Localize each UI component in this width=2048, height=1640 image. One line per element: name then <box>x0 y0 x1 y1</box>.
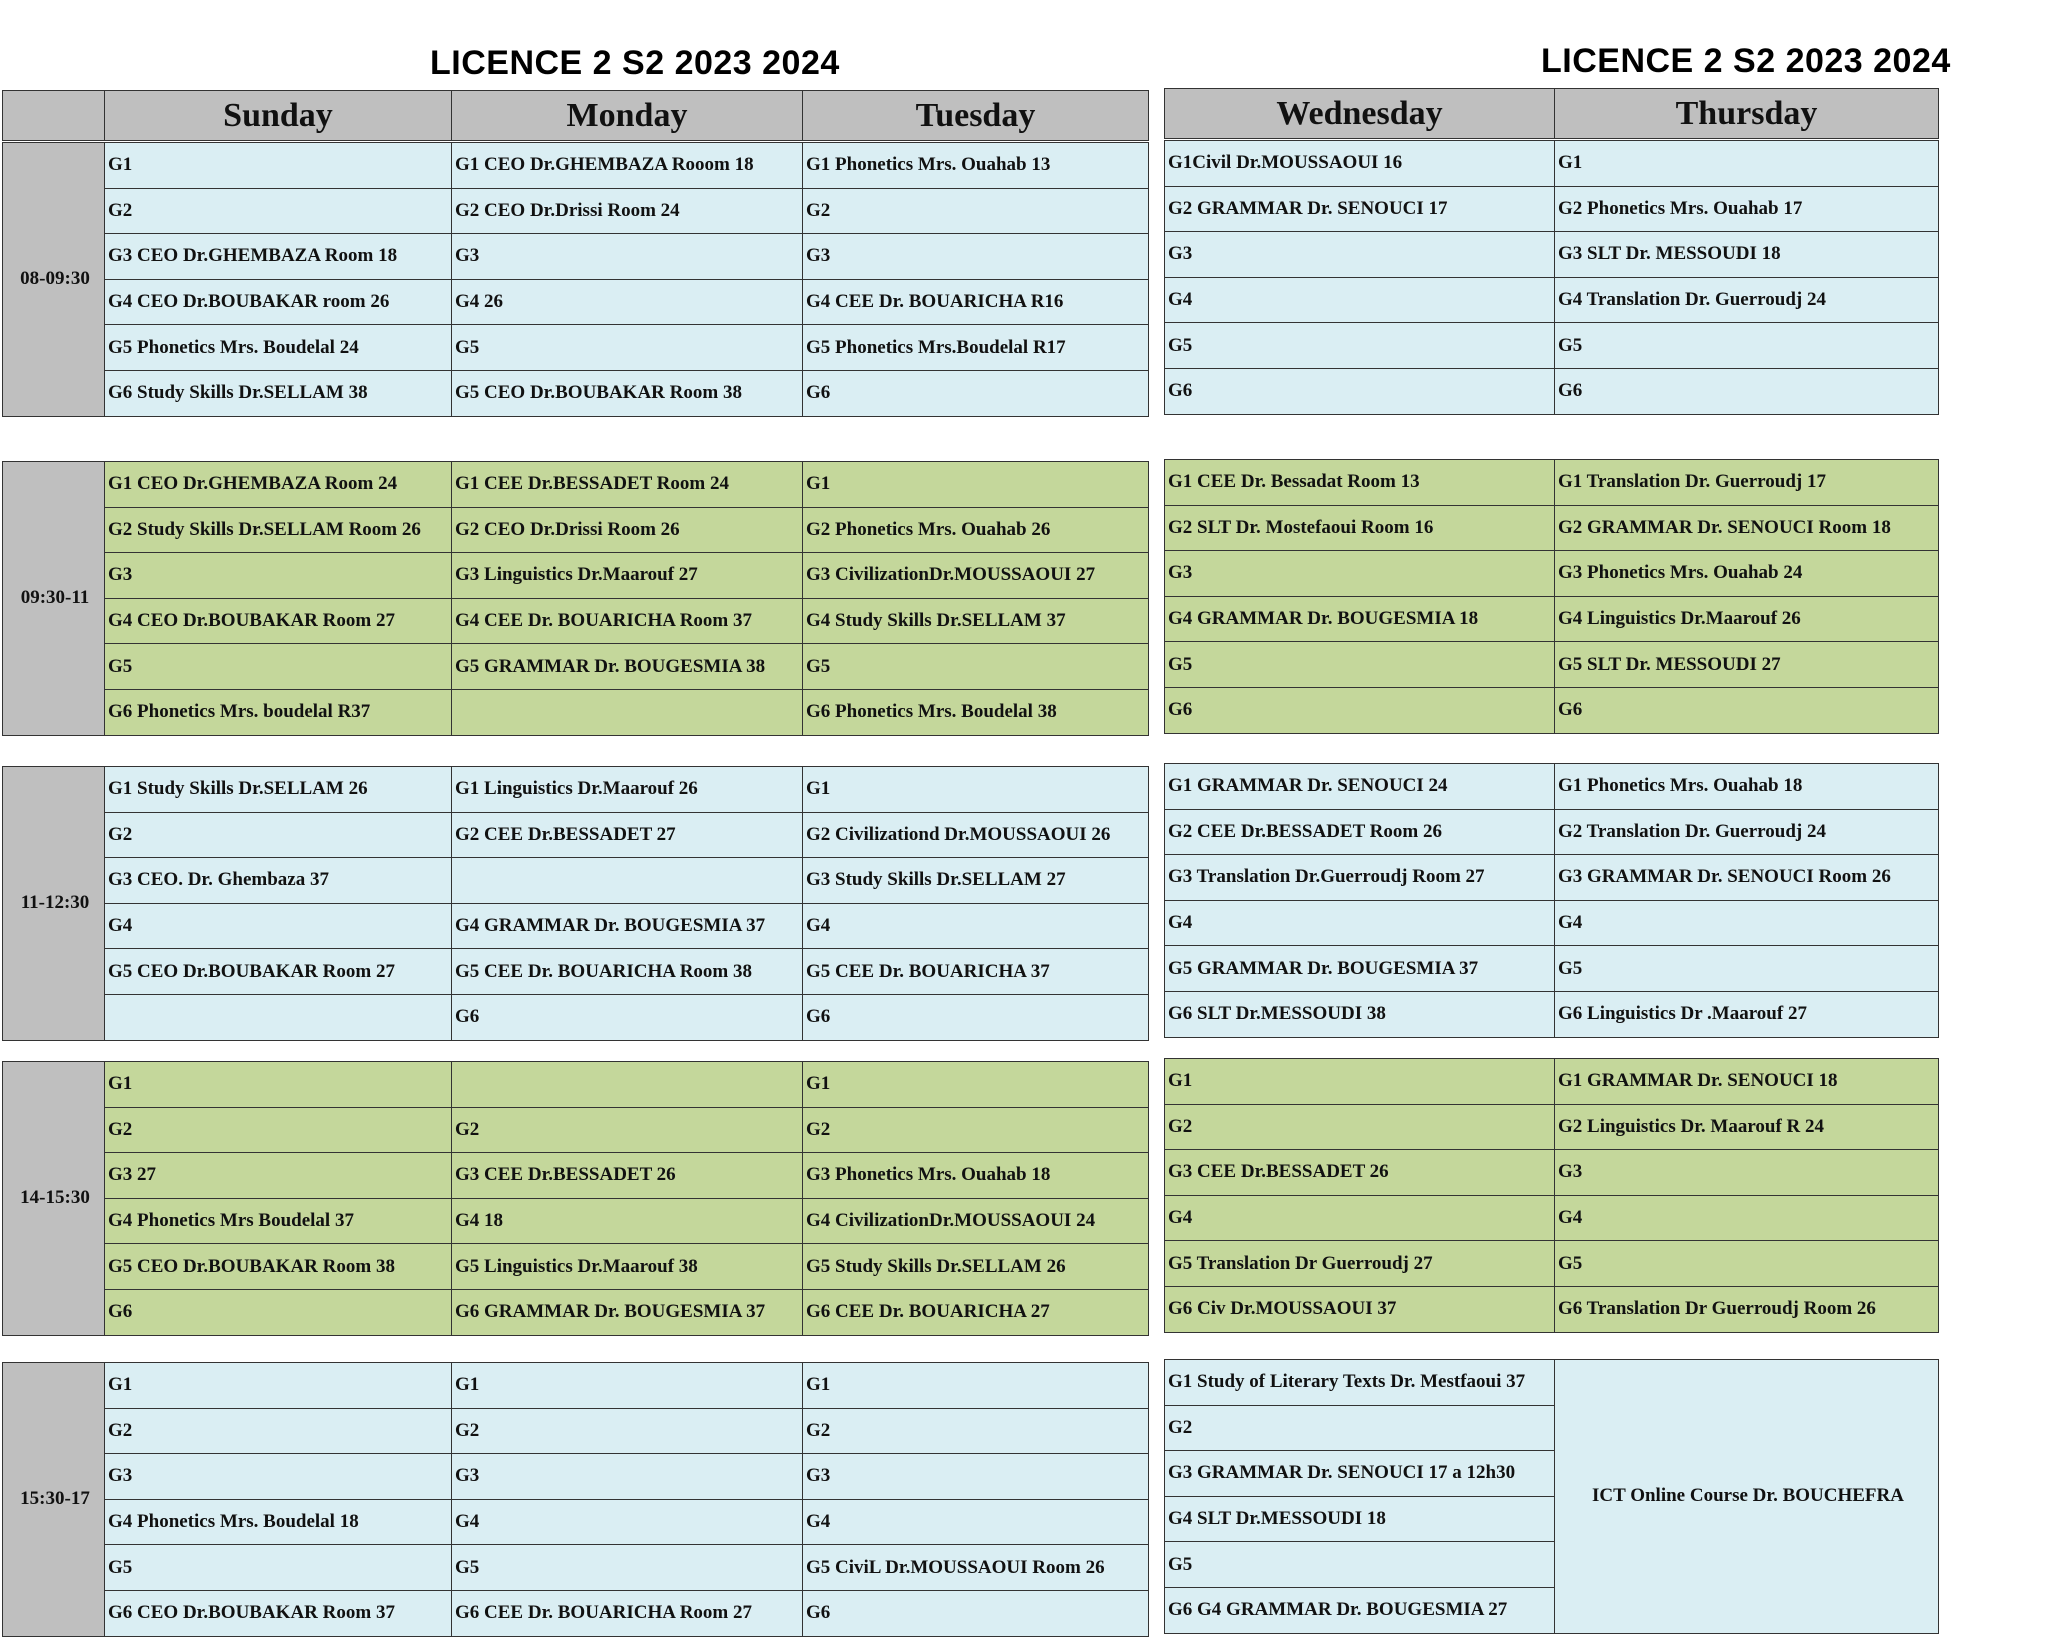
schedule-cell: G1 Phonetics Mrs. Ouahab 13 <box>803 143 1149 189</box>
schedule-cell: G1 GRAMMAR Dr. SENOUCI 18 <box>1555 1059 1939 1105</box>
schedule-cell: G5 <box>452 1545 803 1591</box>
schedule-cell: G3 27 <box>105 1153 452 1199</box>
schedule-cell: G4 GRAMMAR Dr. BOUGESMIA 18 <box>1165 596 1555 642</box>
schedule-cell: G6 Linguistics Dr .Maarouf 27 <box>1555 991 1939 1037</box>
table-row <box>1165 277 1939 323</box>
slot-table-left <box>2 1362 1149 1637</box>
schedule-cell: G3 Phonetics Mrs. Ouahab 24 <box>1555 551 1939 597</box>
schedule-cell: G5 CiviL Dr.MOUSSAOUI Room 26 <box>803 1545 1149 1591</box>
schedule-cell: G5 Linguistics Dr.Maarouf 38 <box>452 1244 803 1290</box>
slot-table-left <box>2 142 1149 417</box>
table-row <box>1165 323 1939 369</box>
schedule-cell: G4 <box>1165 900 1555 946</box>
schedule-cell: G6 <box>1555 368 1939 414</box>
table-row <box>3 1408 1149 1454</box>
schedule-cell: G2 <box>105 1408 452 1454</box>
schedule-cell: G5 <box>1555 1241 1939 1287</box>
schedule-cell: G6 G4 GRAMMAR Dr. BOUGESMIA 27 <box>1165 1587 1555 1633</box>
schedule-cell: G1 Study Skills Dr.SELLAM 26 <box>105 767 452 813</box>
table-row <box>1165 460 1939 506</box>
schedule-cell: G2 Linguistics Dr. Maarouf R 24 <box>1555 1104 1939 1150</box>
schedule-cell: G6 Phonetics Mrs. Boudelal 38 <box>803 689 1149 735</box>
time-slot-label: 14-15:30 <box>3 1062 105 1336</box>
schedule-cell: G1 <box>452 1363 803 1409</box>
schedule-cell: G2 <box>452 1408 803 1454</box>
schedule-cell: G1 <box>803 767 1149 813</box>
schedule-cell: G1 GRAMMAR Dr. SENOUCI 24 <box>1165 764 1555 810</box>
schedule-cell: G4 18 <box>452 1198 803 1244</box>
schedule-cell: G6 Translation Dr Guerroudj Room 26 <box>1555 1286 1939 1332</box>
schedule-cell: G1 <box>105 1363 452 1409</box>
schedule-title-right: LICENCE 2 S2 2023 2024 <box>1541 42 1951 80</box>
schedule-cell: G4 Translation Dr. Guerroudj 24 <box>1555 277 1939 323</box>
schedule-cell: G2 GRAMMAR Dr. SENOUCI Room 18 <box>1555 505 1939 551</box>
schedule-cell: G2 Phonetics Mrs. Ouahab 17 <box>1555 186 1939 232</box>
table-row <box>3 689 1149 735</box>
schedule-cell: G5 Phonetics Mrs. Boudelal 24 <box>105 325 452 371</box>
schedule-cell: G2 Translation Dr. Guerroudj 24 <box>1555 809 1939 855</box>
header-monday: Monday <box>452 91 803 141</box>
table-row <box>3 812 1149 858</box>
schedule-cell: G5 Study Skills Dr.SELLAM 26 <box>803 1244 1149 1290</box>
schedule-cell: G5 <box>1555 946 1939 992</box>
schedule-cell: G6 CEE Dr. BOUARICHA 27 <box>803 1289 1149 1335</box>
slot-table-left <box>2 461 1149 736</box>
schedule-cell: G2 <box>803 1408 1149 1454</box>
schedule-cell: G1 <box>803 1363 1149 1409</box>
table-row <box>1165 1104 1939 1150</box>
table-row <box>3 949 1149 995</box>
schedule-cell: G1 <box>105 143 452 189</box>
schedule-cell: G4 <box>105 903 452 949</box>
slot-table-left <box>2 766 1149 1041</box>
schedule-cell: G3 <box>1165 551 1555 597</box>
time-slot-label: 15:30-17 <box>3 1363 105 1637</box>
schedule-cell <box>452 1062 803 1108</box>
table-row <box>3 1153 1149 1199</box>
table-row <box>3 188 1149 234</box>
table-row <box>3 767 1149 813</box>
slot-table-right <box>1164 140 1939 415</box>
schedule-cell: G4 CEE Dr. BOUARICHA Room 37 <box>452 598 803 644</box>
schedule-cell: G1 Study of Literary Texts Dr. Mestfaoui 37 <box>1165 1360 1555 1406</box>
table-row <box>1165 764 1939 810</box>
table-row <box>1165 505 1939 551</box>
schedule-cell: G2 <box>1165 1104 1555 1150</box>
schedule-cell: G5 Phonetics Mrs.Boudelal R17 <box>803 325 1149 371</box>
schedule-cell: G3 Linguistics Dr.Maarouf 27 <box>452 553 803 599</box>
schedule-cell: G4 <box>803 903 1149 949</box>
schedule-cell: G6 <box>452 994 803 1040</box>
table-row <box>1165 900 1939 946</box>
schedule-cell: G6 <box>1555 687 1939 733</box>
schedule-cell <box>105 994 452 1040</box>
schedule-cell: G4 Phonetics Mrs Boudelal 37 <box>105 1198 452 1244</box>
table-row <box>3 1244 1149 1290</box>
schedule-cell: G6 Phonetics Mrs. boudelal R37 <box>105 689 452 735</box>
schedule-cell: G2 <box>1165 1405 1555 1451</box>
table-row <box>1165 232 1939 278</box>
schedule-cell: G3 Study Skills Dr.SELLAM 27 <box>803 858 1149 904</box>
schedule-cell: G3 CEO. Dr. Ghembaza 37 <box>105 858 452 904</box>
schedule-cell: G1 CEE Dr. Bessadat Room 13 <box>1165 460 1555 506</box>
schedule-cell: G3 <box>452 234 803 280</box>
header-wednesday: Wednesday <box>1165 89 1555 139</box>
schedule-cell: G6 <box>1165 687 1555 733</box>
table-row <box>3 507 1149 553</box>
schedule-cell: G3 CEE Dr.BESSADET 26 <box>452 1153 803 1199</box>
table-row <box>1165 368 1939 414</box>
time-slot-label: 08-09:30 <box>3 143 105 417</box>
schedule-cell: G5 <box>1555 323 1939 369</box>
header-thursday: Thursday <box>1555 89 1939 139</box>
schedule-cell: G2 CEE Dr.BESSADET 27 <box>452 812 803 858</box>
table-row <box>3 1289 1149 1335</box>
table-row <box>3 234 1149 280</box>
schedule-cell: G4 <box>1165 1195 1555 1241</box>
schedule-cell: G4 Study Skills Dr.SELLAM 37 <box>803 598 1149 644</box>
schedule-cell: G5 <box>105 644 452 690</box>
schedule-cell: G5 Translation Dr Guerroudj 27 <box>1165 1241 1555 1287</box>
schedule-cell: G4 CivilizationDr.MOUSSAOUI 24 <box>803 1198 1149 1244</box>
schedule-cell: G3 <box>803 1454 1149 1500</box>
table-row <box>3 325 1149 371</box>
schedule-cell: G2 <box>105 188 452 234</box>
schedule-cell: G3 CivilizationDr.MOUSSAOUI 27 <box>803 553 1149 599</box>
schedule-cell: G6 <box>803 994 1149 1040</box>
table-row <box>3 1198 1149 1244</box>
slot-table-left <box>2 1061 1149 1336</box>
schedule-cell: G5 CEO Dr.BOUBAKAR Room 38 <box>105 1244 452 1290</box>
schedule-cell: G3 GRAMMAR Dr. SENOUCI 17 a 12h30 <box>1165 1451 1555 1497</box>
schedule-cell: G1 <box>803 462 1149 508</box>
table-row <box>1165 1195 1939 1241</box>
table-row <box>1165 551 1939 597</box>
time-slot-label: 09:30-11 <box>3 462 105 736</box>
schedule-cell: G5 <box>105 1545 452 1591</box>
schedule-cell: G2 Study Skills Dr.SELLAM Room 26 <box>105 507 452 553</box>
table-row <box>3 462 1149 508</box>
schedule-cell: G2 CEE Dr.BESSADET Room 26 <box>1165 809 1555 855</box>
table-row <box>1165 1150 1939 1196</box>
schedule-cell: G2 Phonetics Mrs. Ouahab 26 <box>803 507 1149 553</box>
schedule-cell: G5 CEO Dr.BOUBAKAR Room 27 <box>105 949 452 995</box>
schedule-cell: G4 26 <box>452 279 803 325</box>
schedule-cell: G3 <box>105 553 452 599</box>
schedule-cell: G1Civil Dr.MOUSSAOUI 16 <box>1165 141 1555 187</box>
schedule-cell: G2 <box>452 1107 803 1153</box>
schedule-cell: G6 <box>803 1590 1149 1636</box>
table-row <box>3 858 1149 904</box>
schedule-cell: G4 GRAMMAR Dr. BOUGESMIA 37 <box>452 903 803 949</box>
schedule-cell: G2 <box>803 188 1149 234</box>
slot-table-right <box>1164 763 1939 1038</box>
schedule-cell: G6 <box>1165 368 1555 414</box>
schedule-cell: G4 Phonetics Mrs. Boudelal 18 <box>105 1499 452 1545</box>
schedule-cell: G3 GRAMMAR Dr. SENOUCI Room 26 <box>1555 855 1939 901</box>
schedule-cell: G2 CEO Dr.Drissi Room 24 <box>452 188 803 234</box>
table-row <box>3 994 1149 1040</box>
table-row <box>3 1062 1149 1108</box>
schedule-cell: G6 CEE Dr. BOUARICHA Room 27 <box>452 1590 803 1636</box>
schedule-cell: G1 Translation Dr. Guerroudj 17 <box>1555 460 1939 506</box>
table-row <box>3 279 1149 325</box>
schedule-cell: G4 <box>1555 1195 1939 1241</box>
table-row <box>3 1545 1149 1591</box>
schedule-cell: G6 <box>803 370 1149 416</box>
schedule-cell: G3 CEO Dr.GHEMBAZA Room 18 <box>105 234 452 280</box>
schedule-cell: G3 <box>1555 1150 1939 1196</box>
table-row <box>3 1363 1149 1409</box>
schedule-cell: G4 <box>803 1499 1149 1545</box>
schedule-cell <box>452 858 803 904</box>
schedule-cell: G4 <box>452 1499 803 1545</box>
table-row <box>1165 687 1939 733</box>
schedule-cell: G5 GRAMMAR Dr. BOUGESMIA 37 <box>1165 946 1555 992</box>
schedule-cell: G3 Phonetics Mrs. Ouahab 18 <box>803 1153 1149 1199</box>
schedule-cell: G4 SLT Dr.MESSOUDI 18 <box>1165 1496 1555 1542</box>
schedule-cell: G2 GRAMMAR Dr. SENOUCI 17 <box>1165 186 1555 232</box>
schedule-cell: G1 <box>105 1062 452 1108</box>
schedule-cell: G1 <box>1555 141 1939 187</box>
schedule-cell: G2 <box>105 1107 452 1153</box>
schedule-cell: G1 CEO Dr.GHEMBAZA Rooom 18 <box>452 143 803 189</box>
table-row <box>3 1590 1149 1636</box>
schedule-cell: G2 <box>803 1107 1149 1153</box>
left-header-table <box>2 90 1149 141</box>
schedule-cell: G4 CEE Dr. BOUARICHA R16 <box>803 279 1149 325</box>
header-tuesday: Tuesday <box>803 91 1149 141</box>
schedule-cell: G6 SLT Dr.MESSOUDI 38 <box>1165 991 1555 1037</box>
table-row <box>3 370 1149 416</box>
table-row <box>1165 596 1939 642</box>
schedule-cell: G2 <box>105 812 452 858</box>
schedule-cell: G2 SLT Dr. Mostefaoui Room 16 <box>1165 505 1555 551</box>
schedule-cell: G1 CEO Dr.GHEMBAZA Room 24 <box>105 462 452 508</box>
table-row <box>3 553 1149 599</box>
table-row <box>1165 186 1939 232</box>
table-row <box>1165 855 1939 901</box>
schedule-cell: G5 <box>803 644 1149 690</box>
table-row <box>1165 1241 1939 1287</box>
table-row <box>3 1107 1149 1153</box>
schedule-cell: G5 SLT Dr. MESSOUDI 27 <box>1555 642 1939 688</box>
schedule-cell: G6 Civ Dr.MOUSSAOUI 37 <box>1165 1286 1555 1332</box>
table-row <box>3 1499 1149 1545</box>
table-row <box>1165 1360 1939 1406</box>
table-row <box>1165 1286 1939 1332</box>
table-row <box>3 1454 1149 1500</box>
schedule-cell: G3 <box>452 1454 803 1500</box>
slot-table-right <box>1164 1359 1939 1634</box>
table-row <box>3 644 1149 690</box>
schedule-cell: G5 CEO Dr.BOUBAKAR Room 38 <box>452 370 803 416</box>
table-row <box>1165 809 1939 855</box>
schedule-cell: G5 <box>1165 323 1555 369</box>
table-row <box>1165 991 1939 1037</box>
schedule-cell: G1 CEE Dr.BESSADET Room 24 <box>452 462 803 508</box>
schedule-cell: G4 <box>1555 900 1939 946</box>
schedule-cell: G5 <box>452 325 803 371</box>
schedule-cell: G6 <box>105 1289 452 1335</box>
table-row <box>1165 946 1939 992</box>
schedule-cell: G5 <box>1165 1542 1555 1588</box>
table-row <box>1165 141 1939 187</box>
schedule-cell: G1 <box>1165 1059 1555 1105</box>
schedule-cell: G1 <box>803 1062 1149 1108</box>
schedule-cell: G4 CEO Dr.BOUBAKAR room 26 <box>105 279 452 325</box>
schedule-title-left: LICENCE 2 S2 2023 2024 <box>430 44 840 82</box>
schedule-cell: G2 Civilizationd Dr.MOUSSAOUI 26 <box>803 812 1149 858</box>
schedule-cell: G3 SLT Dr. MESSOUDI 18 <box>1555 232 1939 278</box>
schedule-cell: G5 CEE Dr. BOUARICHA 37 <box>803 949 1149 995</box>
schedule-cell: G5 GRAMMAR Dr. BOUGESMIA 38 <box>452 644 803 690</box>
table-row <box>1165 642 1939 688</box>
schedule-cell <box>452 689 803 735</box>
schedule-cell: G5 <box>1165 642 1555 688</box>
slot-table-right <box>1164 459 1939 734</box>
schedule-cell: G6 Study Skills Dr.SELLAM 38 <box>105 370 452 416</box>
schedule-cell: G3 <box>1165 232 1555 278</box>
schedule-cell: G4 CEO Dr.BOUBAKAR Room 27 <box>105 598 452 644</box>
schedule-cell: G6 GRAMMAR Dr. BOUGESMIA 37 <box>452 1289 803 1335</box>
schedule-cell: G1 Phonetics Mrs. Ouahab 18 <box>1555 764 1939 810</box>
schedule-cell: G2 CEO Dr.Drissi Room 26 <box>452 507 803 553</box>
schedule-cell: G5 CEE Dr. BOUARICHA Room 38 <box>452 949 803 995</box>
header-sunday: Sunday <box>105 91 452 141</box>
schedule-cell: G1 Linguistics Dr.Maarouf 26 <box>452 767 803 813</box>
slot-table-right <box>1164 1058 1939 1333</box>
schedule-cell: G4 Linguistics Dr.Maarouf 26 <box>1555 596 1939 642</box>
table-row <box>3 143 1149 189</box>
schedule-cell: G3 Translation Dr.Guerroudj Room 27 <box>1165 855 1555 901</box>
schedule-cell: G3 <box>803 234 1149 280</box>
right-header-table <box>1164 88 1939 139</box>
schedule-cell: G6 CEO Dr.BOUBAKAR Room 37 <box>105 1590 452 1636</box>
thursday-merged-cell: ICT Online Course Dr. BOUCHEFRA <box>1555 1360 1939 1634</box>
schedule-cell: G3 <box>105 1454 452 1500</box>
table-row <box>3 598 1149 644</box>
header-corner <box>3 91 105 141</box>
time-slot-label: 11-12:30 <box>3 767 105 1041</box>
schedule-cell: G4 <box>1165 277 1555 323</box>
schedule-cell: G3 CEE Dr.BESSADET 26 <box>1165 1150 1555 1196</box>
table-row <box>3 903 1149 949</box>
table-row <box>1165 1059 1939 1105</box>
